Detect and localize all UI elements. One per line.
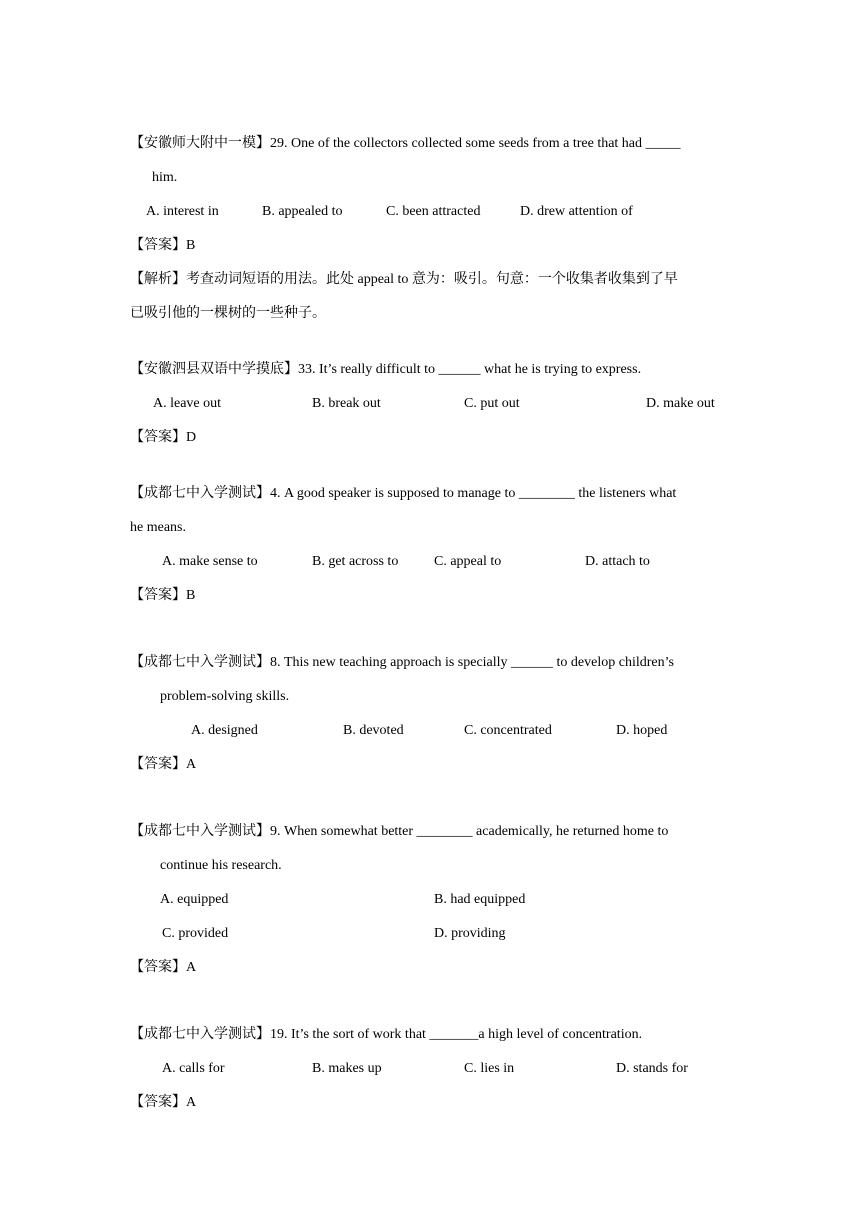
question-9-stem: 【成都七中入学测试】9. When somewhat better ________ academically, he returned home to: [130, 824, 669, 839]
answer: 【答案】A: [130, 1095, 197, 1110]
question-8-stem: 【成都七中入学测试】8. This new teaching approach is specially ______ to develop children’s: [130, 655, 674, 670]
question-4-stem: 【成都七中入学测试】4. A good speaker is supposed to manage to ________ the listeners what: [130, 486, 677, 501]
answer: 【答案】A: [130, 757, 197, 772]
question-19-stem: 【成都七中入学测试】19. It’s the sort of work that _______a high level of concentration.: [130, 1027, 643, 1042]
option-d: D. attach to: [585, 554, 650, 569]
option-a: A. calls for: [162, 1061, 225, 1076]
option-d: D. providing: [434, 926, 506, 941]
option-a: A. make sense to: [162, 554, 258, 569]
answer: 【答案】A: [130, 960, 197, 975]
question-8-stem-cont: problem-solving skills.: [160, 689, 290, 704]
answer: 【答案】B: [130, 238, 196, 253]
question-4-stem-cont: he means.: [130, 520, 186, 535]
option-a: A. equipped: [160, 892, 229, 907]
option-b: B. break out: [312, 396, 381, 411]
analysis-cont: 已吸引他的一棵树的一些种子。: [130, 306, 326, 321]
option-b: B. get across to: [312, 554, 399, 569]
option-c: C. appeal to: [434, 554, 502, 569]
option-a: A. interest in: [146, 204, 219, 219]
answer: 【答案】D: [130, 430, 197, 445]
option-b: B. makes up: [312, 1061, 382, 1076]
question-29-stem: 【安徽师大附中一模】29. One of the collectors collected some seeds from a tree that had _____: [130, 136, 681, 151]
option-c: C. concentrated: [464, 723, 552, 738]
option-d: D. make out: [646, 396, 715, 411]
option-a: A. leave out: [153, 396, 222, 411]
option-c: C. lies in: [464, 1061, 515, 1076]
question-29-stem-cont: him.: [152, 170, 178, 185]
option-d: D. hoped: [616, 723, 668, 738]
option-b: B. had equipped: [434, 892, 526, 907]
option-b: B. devoted: [343, 723, 404, 738]
analysis: 【解析】考查动词短语的用法。此处 appeal to 意为：吸引。句意：一个收集者收集到了早: [130, 272, 678, 287]
option-a: A. designed: [191, 723, 258, 738]
option-b: B. appealed to: [262, 204, 343, 219]
option-c: C. put out: [464, 396, 520, 411]
question-9-stem-cont: continue his research.: [160, 858, 282, 873]
question-33-stem: 【安徽泗县双语中学摸底】33. It’s really difficult to ______ what he is trying to express.: [130, 362, 642, 377]
option-d: D. stands for: [616, 1061, 688, 1076]
option-c: C. been attracted: [386, 204, 481, 219]
answer: 【答案】B: [130, 588, 196, 603]
option-c: C. provided: [162, 926, 229, 941]
option-d: D. drew attention of: [520, 204, 633, 219]
